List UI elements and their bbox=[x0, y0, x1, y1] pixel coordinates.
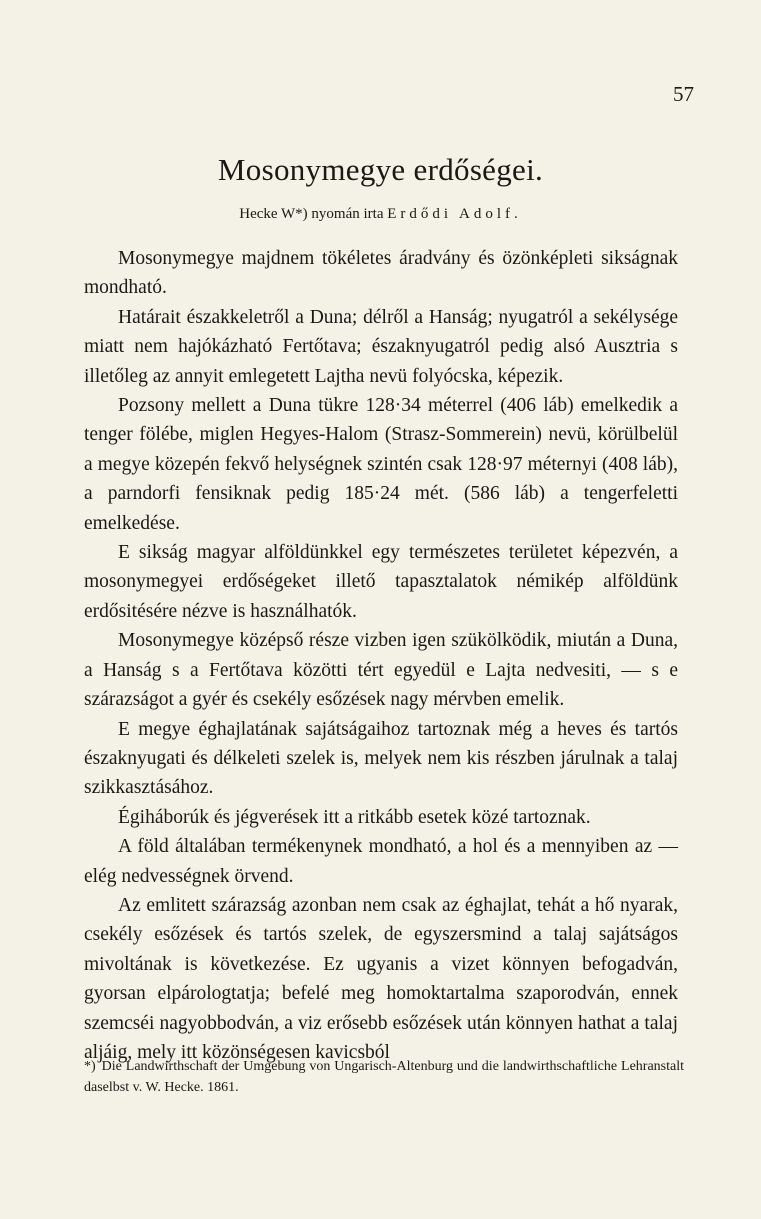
footnote bbox=[84, 1056, 684, 1098]
paragraph: Égiháborúk és jégverések itt a ritkább esetek közé tartoznak. bbox=[118, 806, 591, 828]
byline bbox=[0, 206, 761, 223]
body-text bbox=[84, 244, 678, 1067]
paragraph: Mosonymegye középső része vizben igen szükölködik, miután a Duna, a Hanság s a Fertőtava közötti tért egyedül e Lajta nedvesiti, — s e szárazságot a gyér és csekély esőzések nagy mérvben emelik. bbox=[84, 630, 678, 711]
footnote-text: Die Landwirthschaft der Umgebung von Ungarisch-Altenburg und die landwirthschaftliche Lehranstalt daselbst v. W. Hecke. 1861. bbox=[84, 1059, 684, 1095]
paragraph: Az emlitett szárazság azonban nem csak az éghajlat, tehát a hő nyarak, csekély esőzések és tartós szelek, de egyszersmind a talaj sajátságos mivoltának is következése. Ez ugyanis a vizet könnyen befogadván, gyorsan elpárologtatja; befelé meg homoktartalma szaporodván, ennek szemcséi nagyobbodván, a viz erősebb esőzések után könnyen hathat a talaj aljáig, mely itt közönségesen kavicsból bbox=[84, 894, 678, 1063]
paragraph: Határait északkeletről a Duna; délről a Hanság; nyugatról a sekélysége miatt nem hajókázható Fertőtava; északnyugatról pedig alsó Ausztria s illetőleg az annyit emlegetett Lajtha nevü folyócska, képezik. bbox=[84, 306, 678, 387]
footnote-marker: *) bbox=[84, 1059, 96, 1074]
paragraph: E sikság magyar alföldünkkel egy természetes területet képezvén, a mosonymegyei erdőségeket illető tapasztalatok némikép alföldünk erdősitésére nézve is használhatók. bbox=[84, 542, 678, 622]
paragraph: Pozsony mellett a Duna tükre 128·34 méterrel (406 láb) emelkedik a tenger fölébe, miglen Hegyes-Halom (Strasz-Sommerein) nevü, körülbelül a megye közepén fekvő helységnek szintén csak 128·97 méternyi (408 láb), a parndorfi fensiknak pedig 185·24 mét. (586 láb) a tengerfeletti emelkedése. bbox=[84, 395, 678, 534]
page-title: Mosonymegye erdőségei. bbox=[217, 152, 544, 187]
page-number: 57 bbox=[673, 82, 694, 106]
paragraph: Mosonymegye majdnem tökéletes áradvány és özönképleti sikságnak mondható. bbox=[84, 248, 678, 299]
byline-prefix: Hecke W*) nyomán irta bbox=[239, 206, 384, 222]
byline-author: Erdődi Adolf. bbox=[387, 206, 522, 222]
paragraph: E megye éghajlatának sajátságaihoz tartoznak még a heves és tartós északnyugati és délkeleti szelek is, melyek nem kis részben járulnak a talaj szikkasztásához. bbox=[84, 718, 678, 799]
paragraph: A föld általában termékenynek mondható, a hol és a mennyiben az — elég nedvességnek örvend. bbox=[84, 836, 678, 887]
